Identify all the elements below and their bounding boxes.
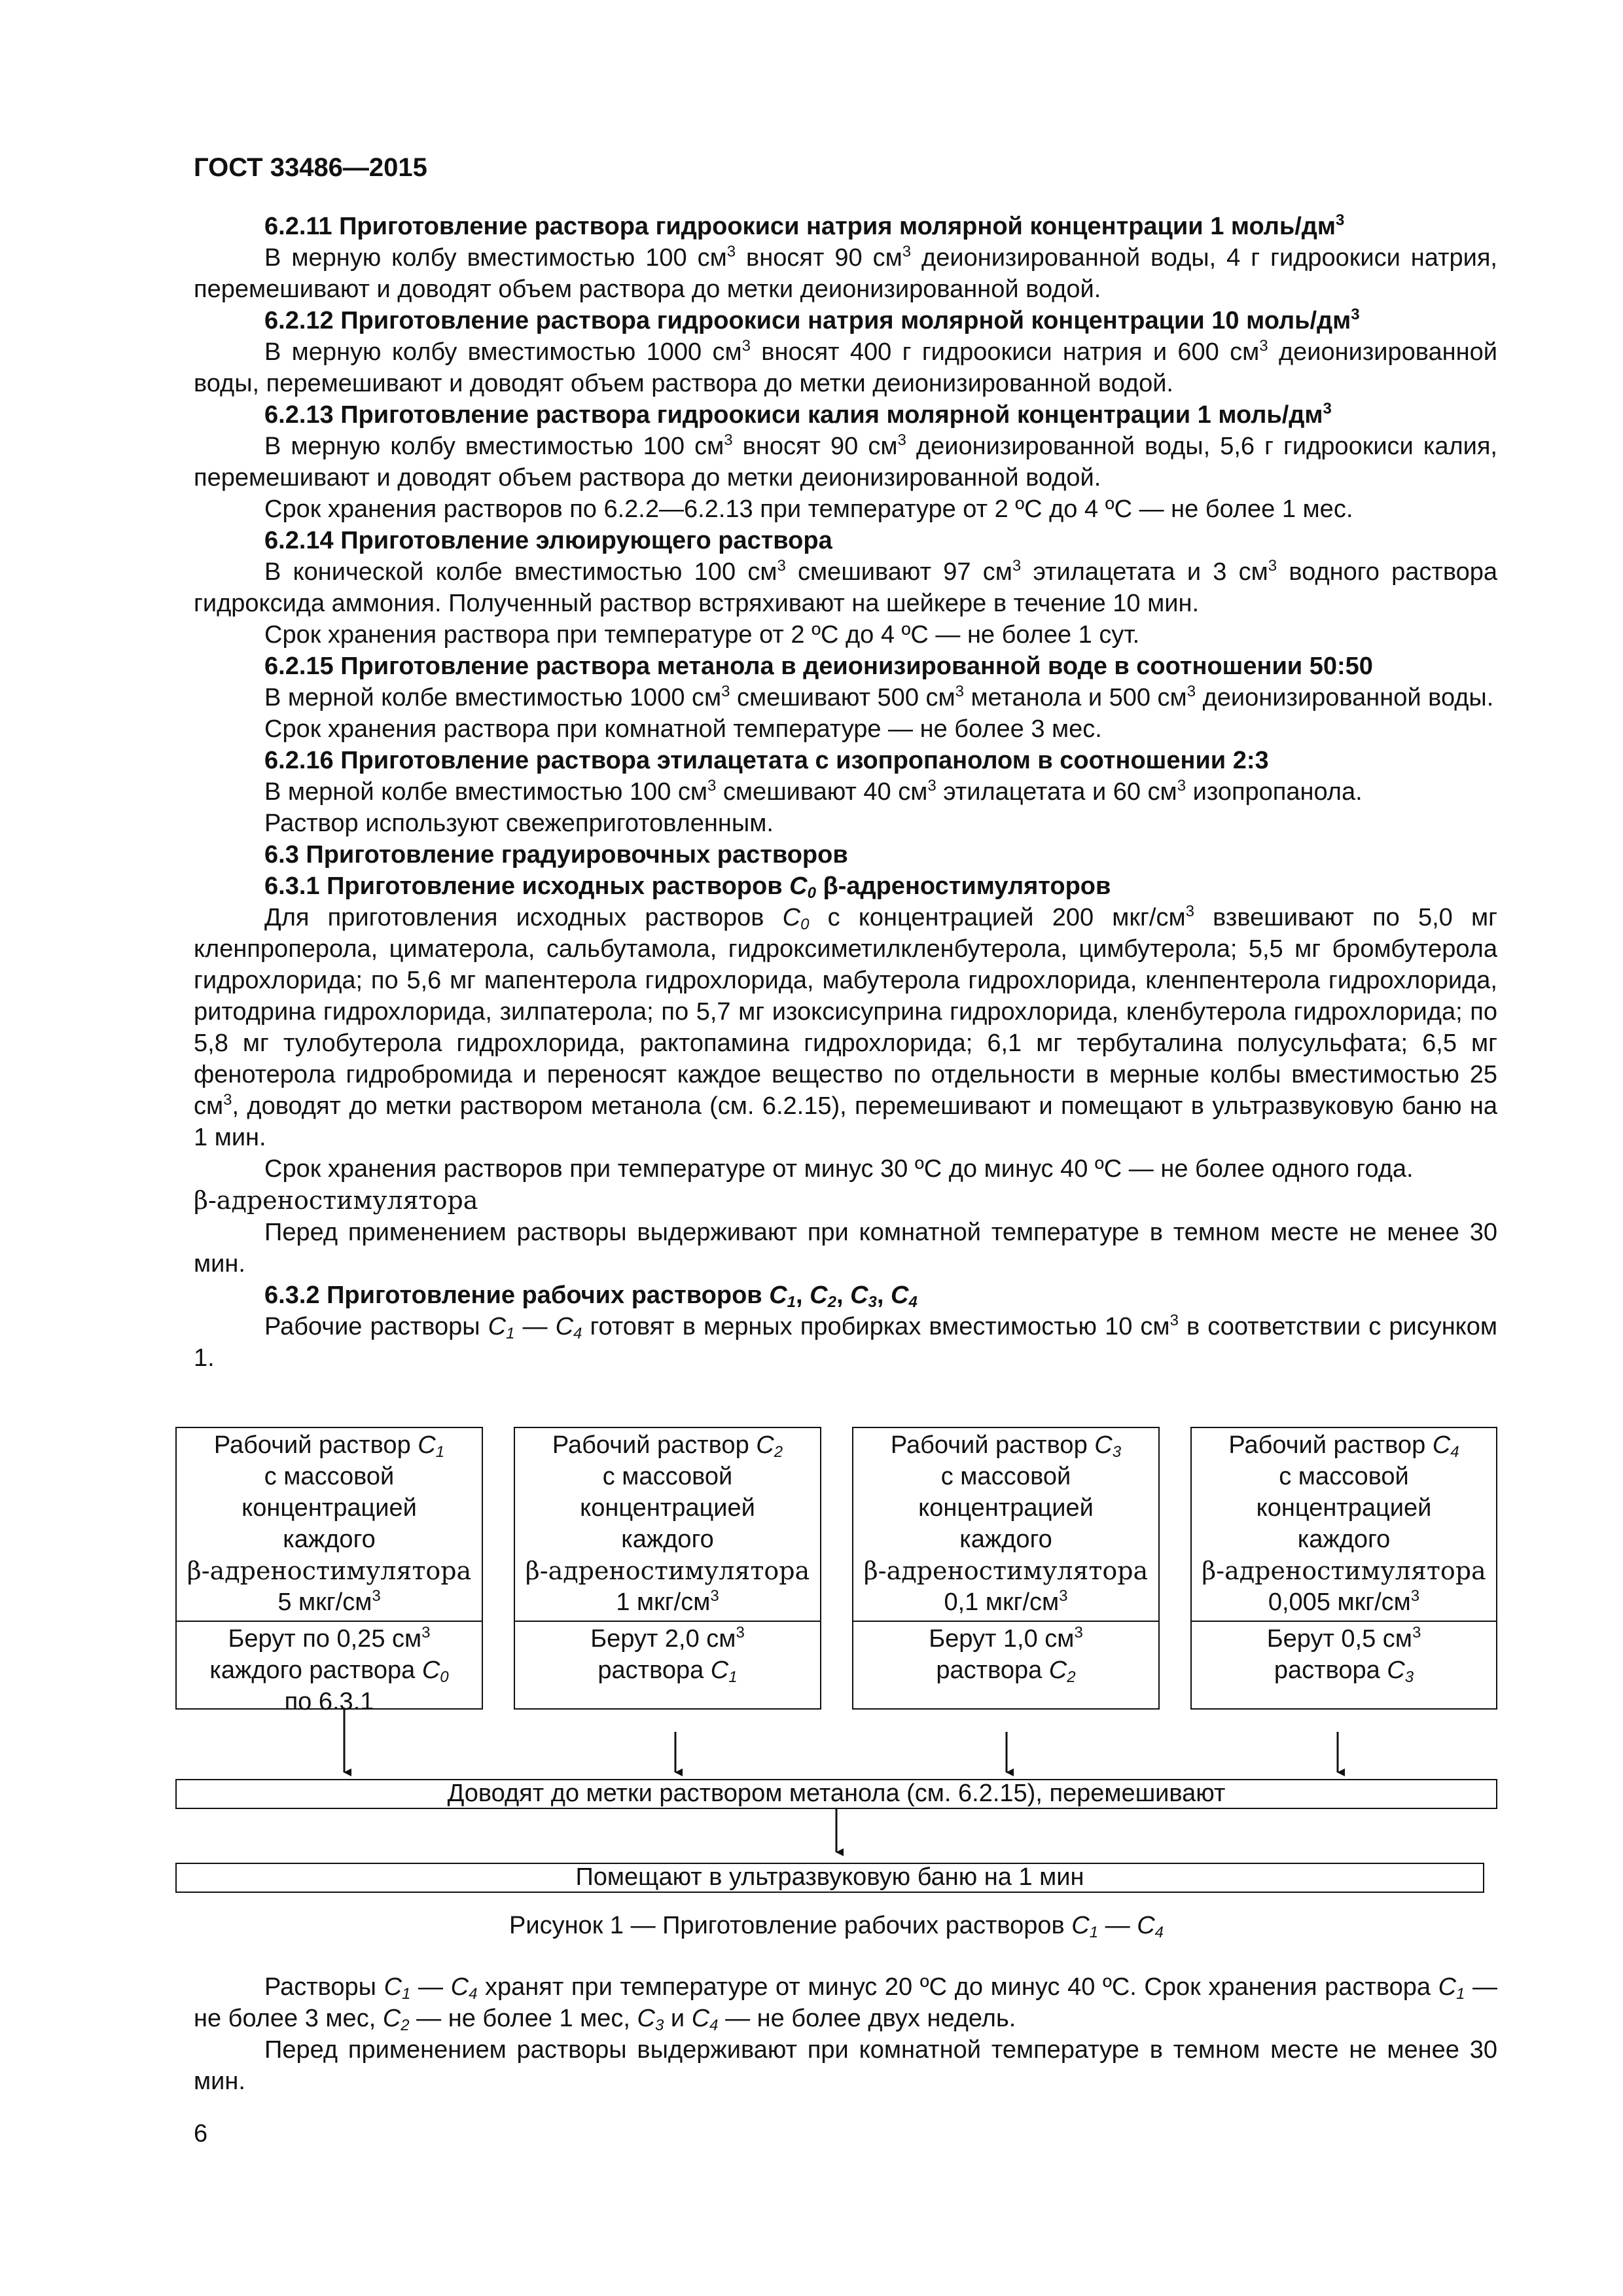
storage-6-2-15: Срок хранения раствора при комнатной температуре — не более 3 мес. <box>264 715 1102 743</box>
paragraph-6-2-13: В мерную колбу вместимостью 100 $см^3$ вносят 90 $см^3$ деионизированной воды, 5,6 г гидроокиси калия, перемешивают и доводят объем раствора до метки деионизированной водой. <box>194 431 1497 492</box>
figure-1 <box>175 1427 1497 1941</box>
document-code: ГОСТ 33486—2015 <box>194 153 427 182</box>
heading-6-2-13: 6.2.13 Приготовление раствора гидроокиси калия молярной концентрации 1 моль/$дм^3$ <box>264 400 1332 429</box>
solution-box-c1-description: Рабочий раствор $С_1$ с массовой концентрацией каждого β-адреностимулятора 5 мкг/$см^3$ <box>177 1428 482 1622</box>
paragraph-6-3-1: Для приготовления исходных растворов $С_0$ с концентрацией 200 мкг/$см^3$ взвешивают по 5,0 мг кленпроперола, циматерола, сальбутамола, гидроксиметилкленбутерола, цимбутерола; 5,5 мг бромбутерола гидрохлорида; по 5,6 мг мапентерола гидрохлорида, мабутерола гидрохлорида, кленпентерола гидрохлорида, ритодрина гидрохлорида, зилпатерола; по 5,7 мг изоксисуприна гидрохлорида, кленбутерола гидрохлорида; по 5,8 мг тулобутерола гидрохлорида, рактопамина гидрохлорида; 6,1 мг тербуталина полусульфата; 6,5 мг фенотерола гидробромида и переносят каждое вещество по отдельности в мерные колбы вместимостью 25 $см^3$, доводят до метки раствором метанола (см. 6.2.15), перемешивают и помещают в ультразвуковую баню на 1 мин. <box>194 903 1497 1151</box>
step-ultrasonic: Помещают в ультразвуковую баню на 1 мин <box>175 1863 1484 1893</box>
step-dilute-mix: Доводят до метки раствором метанола (см. 6.2.15), перемешивают <box>175 1779 1497 1809</box>
heading-6-2-11: 6.2.11 Приготовление раствора гидроокиси натрия молярной концентрации 1 моль/$дм^3$ <box>264 211 1345 240</box>
beta-line-6-3-1: β-адреностимулятора <box>194 1186 478 1215</box>
paragraph-6-2-12: В мерную колбу вместимостью 1000 $см^3$ вносят 400 г гидроокиси натрия и 600 $см^3$ деионизированной воды, перемешивают и доводят объем раствора до метки деионизированной водой. <box>194 337 1497 397</box>
solution-box-c2-take: Берут 2,0 $см^3$ раствора $С_1$ <box>590 1624 745 1686</box>
heading-6-2-12: 6.2.12 Приготовление раствора гидроокиси натрия молярной концентрации 10 моль/$дм^3$ <box>264 306 1360 334</box>
heading-6-2-15: 6.2.15 Приготовление раствора метанола в деионизированной воде в соотношении 50:50 <box>264 653 1373 680</box>
heading-6-3-1: 6.3.1 Приготовление исходных растворов $С_0$ β-адреностимуляторов <box>264 872 1111 902</box>
figure-caption: Рисунок 1 — Приготовление рабочих растворов $С_1$ — $С_4$ <box>509 1912 1164 1941</box>
solution-box-c4-description: Рабочий раствор $С_4$ с массовой концентрацией каждого β-адреностимулятора 0,005 мкг/$см^3$ <box>1192 1428 1496 1622</box>
heading-6-2-14: 6.2.14 Приготовление элюирующего раствора <box>264 527 832 554</box>
after-figure-text <box>194 1971 1497 2097</box>
heading-6-2-16: 6.2.16 Приготовление раствора этилацетата с изопропанолом в соотношении 2:3 <box>264 747 1269 774</box>
before-use-6-3-1: Перед применением растворы выдерживают при комнатной температуре в темном месте не менее 30 мин. <box>194 1219 1497 1278</box>
solution-box-c3-description: Рабочий раствор $С_3$ с массовой концентрацией каждого β-адреностимулятора 0,1 мкг/$см^3$ <box>853 1428 1158 1622</box>
paragraph-6-3-2: Рабочие растворы $С_1$ — $С_4$ готовят в мерных пробирках вместимостью 10 $см^3$ в соответствии с рисунком 1. <box>194 1312 1497 1372</box>
storage-6-3-1: Срок хранения растворов при температуре от минус 30 ºС до минус 40 ºС — не более одного года. <box>264 1155 1414 1183</box>
storage-working-solutions: Растворы $С_1$ — $С_4$ хранят при температуре от минус 20 ºС до минус 40 ºС. Срок хранения раствора $С_1$ — не более 3 мес, $С_2$ — не более 1 мес, $С_3$ и $С_4$ — не более двух недель. <box>194 1973 1498 2034</box>
solution-box-c3-take: Берут 1,0 $см^3$ раствора $С_2$ <box>929 1624 1083 1686</box>
paragraph-6-2-15: В мерной колбе вместимостью 1000 $см^3$ смешивают 500 $см^3$ метанола и 500 $см^3$ деионизированной воды. <box>264 683 1494 711</box>
fresh-6-2-16: Раствор используют свежеприготовленным. <box>264 810 774 837</box>
paragraph-6-2-11: В мерную колбу вместимостью 100 $см^3$ вносят 90 $см^3$ деионизированной воды, 4 г гидроокиси натрия, перемешивают и доводят объем раствора до метки деионизированной водой. <box>194 243 1497 303</box>
paragraph-6-2-14: В конической колбе вместимостью 100 $см^3$ смешивают 97 $см^3$ этилацетата и 3 $см^3$ водного раствора гидроксида аммония. Полученный раствор встряхивают на шейкере в течение 10 мин. <box>194 557 1497 617</box>
solution-box-c4-take: Берут 0,5 $см^3$ раствора $С_3$ <box>1266 1624 1421 1686</box>
solution-box-c1-take: Берут по 0,25 $см^3$ каждого раствора $С_0$ по 6.3.1 <box>209 1624 449 1715</box>
document-body <box>194 211 1497 1374</box>
flow-arrows <box>175 1427 1497 1911</box>
heading-6-3: 6.3 Приготовление градуировочных растворов <box>264 841 848 869</box>
solution-box-c2-description: Рабочий раствор $С_2$ с массовой концентрацией каждого β-адреностимулятора 1 мкг/$см^3$ <box>515 1428 820 1622</box>
paragraph-6-2-16: В мерной колбе вместимостью 100 $см^3$ смешивают 40 $см^3$ этилацетата и 60 $см^3$ изопропанола. <box>264 777 1363 806</box>
storage-6-2-14: Срок хранения раствора при температуре от 2 ºС до 4 ºС — не более 1 сут. <box>264 621 1140 649</box>
page-number: 6 <box>194 2120 208 2147</box>
before-use-working-solutions: Перед применением растворы выдерживают при комнатной температуре в темном месте не менее 30 мин. <box>194 2036 1497 2095</box>
heading-6-3-2: 6.3.2 Приготовление рабочих растворов $С_1$, $С_2$, $С_3$, $С_4$ <box>264 1282 918 1311</box>
storage-6-2-13: Срок хранения растворов по 6.2.2—6.2.13 при температуре от 2 ºС до 4 ºС — не более 1 мес. <box>264 495 1353 523</box>
